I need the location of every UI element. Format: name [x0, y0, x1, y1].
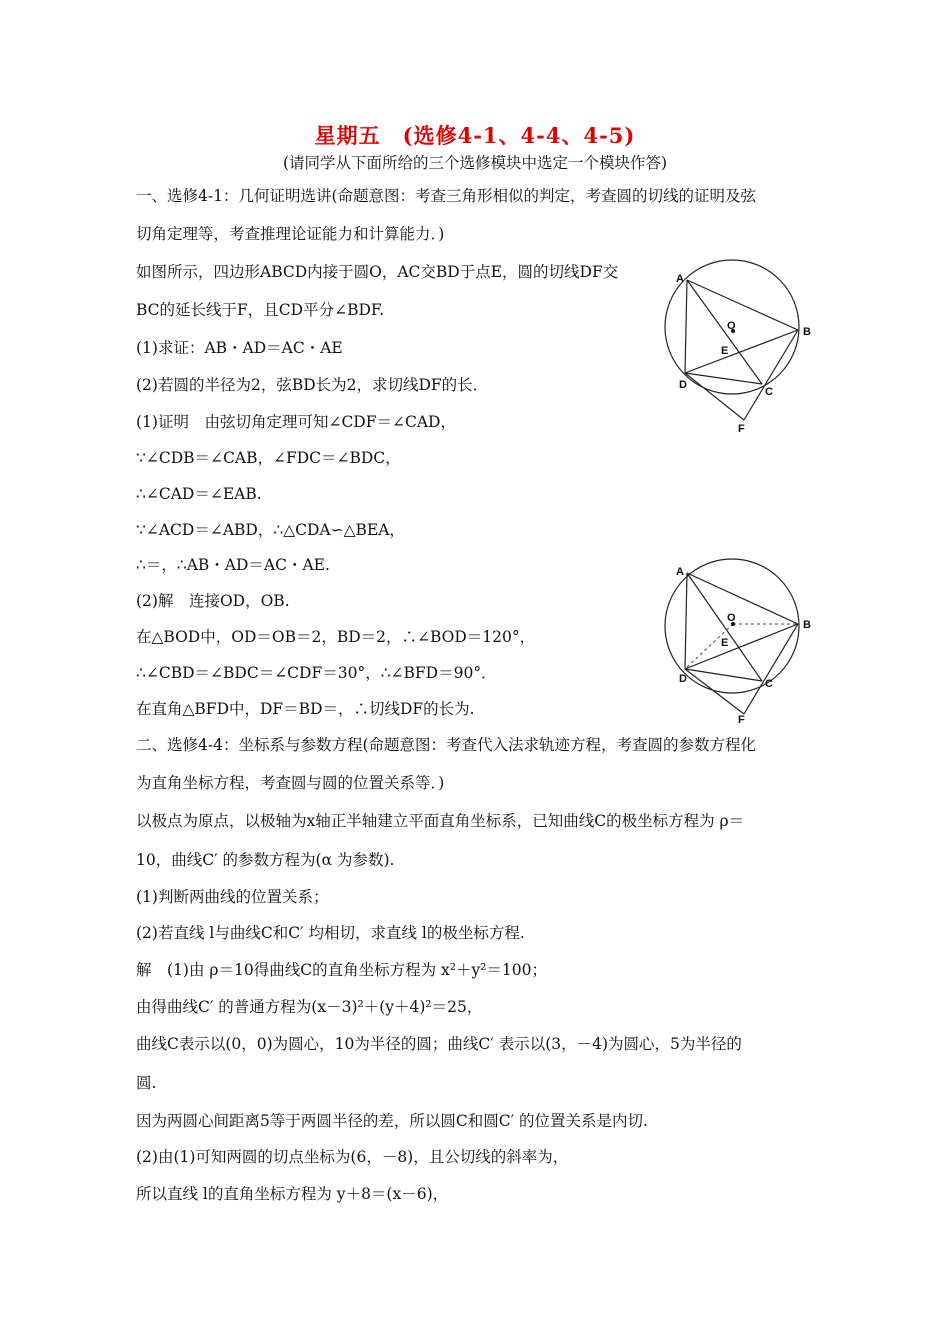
label-e: E [721, 345, 729, 357]
text-line: 解 (1)由 ρ＝10得曲线C的直角坐标方程为 x²＋y²＝100； [136, 961, 548, 979]
segment-ad [685, 573, 687, 669]
text-line: 为直角坐标方程，考查圆与圆的位置关系等．) [136, 774, 445, 792]
text-line: 二、选修4-4：坐标系与参数方程(命题意图：考查代入法求轨迹方程，考查圆的参数方程化 [136, 736, 757, 754]
geometry-figure-2 [660, 556, 820, 728]
text-line: 一、选修4-1：几何证明选讲(命题意图：考查三角形相似的判定，考查圆的切线的证明及弦 [136, 187, 757, 205]
text-line: 在直角△BFD中，DF＝BD＝，∴切线DF的长为. [136, 700, 475, 718]
label-f: F [738, 714, 745, 726]
text-line: (1)求证：AB・AD＝AC・AE [136, 339, 343, 357]
text-line: (2)若圆的半径为2，弦BD长为2，求切线DF的长． [136, 376, 489, 394]
text-line: (2)若直线 l与曲线C和C′ 均相切，求直线 l的极坐标方程. [136, 924, 525, 942]
label-d: D [679, 673, 687, 685]
text-line: 以极点为原点，以极轴为x轴正半轴建立平面直角坐标系，已知曲线C的极坐标方程为 ρ＝ [136, 812, 745, 830]
text-line: ∴∠CAD＝∠EAB. [136, 485, 262, 503]
text-line: (1)证明 由弦切角定理可知∠CDF＝∠CAD， [136, 413, 456, 431]
page-title: 星期五 (选修4-1、4-4、4-5) [314, 123, 636, 148]
text-line: ∵∠CDB＝∠CAB，∠FDC＝∠BDC， [136, 449, 401, 467]
label-a: A [676, 273, 684, 285]
segment-ad [685, 280, 687, 373]
label-f: F [738, 423, 745, 435]
segment-bd [685, 624, 798, 669]
text-line: BC的延长线于F，且CD平分∠BDF. [136, 301, 385, 319]
text-line: 在△BOD中，OD＝OB＝2，BD＝2，∴∠BOD＝120°， [136, 628, 536, 646]
segment-bf [744, 330, 798, 420]
segment-dc [685, 669, 762, 681]
text-line: (1)判断两曲线的位置关系； [136, 888, 329, 906]
text-line: ∴∠CBD＝∠BDC＝∠CDF＝30°，∴∠BFD＝90°． [136, 664, 497, 682]
page-subtitle: (请同学从下面所给的三个选修模块中选定一个模块作答) [282, 154, 668, 172]
label-c: C [765, 678, 773, 690]
label-e: E [721, 637, 729, 649]
text-line: ∵∠ACD＝∠ABD，∴△CDA∽△BEA， [136, 521, 405, 539]
text-line: (2)解 连接OD，OB. [136, 592, 290, 610]
label-a: A [676, 566, 684, 578]
text-line: 切角定理等，考查推理论证能力和计算能力．) [136, 225, 445, 243]
text-line: ∴＝，∴AB・AD＝AC・AE. [136, 556, 330, 574]
label-o: O [727, 612, 736, 624]
text-line: 10，曲线C′ 的参数方程为(α 为参数). [136, 851, 395, 869]
label-c: C [765, 386, 773, 398]
label-b: B [803, 326, 811, 338]
label-o: O [727, 320, 736, 332]
segment-bd [685, 330, 798, 373]
text-line: (2)由(1)可知两圆的切点坐标为(6，－8)，且公切线的斜率为， [136, 1148, 569, 1166]
text-line: 如图所示，四边形ABCD内接于圆O，AC交BD于点E，圆的切线DF交 [136, 263, 619, 281]
segment-ab [687, 280, 798, 330]
text-line: 圆. [136, 1074, 157, 1092]
text-line: 曲线C表示以(0，0)为圆心，10为半径的圆；曲线C′ 表示以(3，－4)为圆心，5为半径的 [136, 1035, 742, 1053]
segment-bf [744, 624, 798, 714]
label-b: B [803, 619, 811, 631]
label-d: D [679, 379, 687, 391]
segment-df [685, 669, 744, 714]
text-line: 因为两圆心间距离5等于两圆半径的差，所以圆C和圆C′ 的位置关系是内切. [136, 1112, 648, 1130]
segment-ac [687, 573, 762, 681]
text-line: 所以直线 l的直角坐标方程为 y＋8＝(x－6)， [136, 1185, 449, 1203]
text-line: 由得曲线C′ 的普通方程为(x－3)²＋(y＋4)²＝25， [136, 998, 483, 1016]
geometry-figure-1 [660, 255, 820, 435]
